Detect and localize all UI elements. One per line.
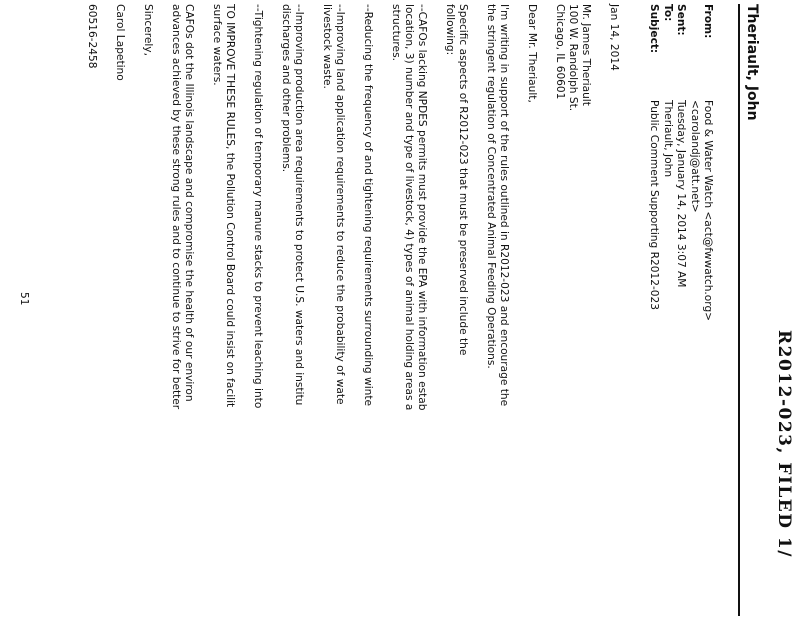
header-rule — [738, 4, 740, 616]
salutation: Dear Mr. Theriault, — [526, 4, 538, 103]
para2-line-2: following: — [444, 4, 456, 56]
sent-value: Tuesday, January 14, 2014 3:07 AM — [675, 100, 687, 288]
from-value-line1: Food & Water Watch <act@fwwatch.org> — [702, 100, 714, 322]
bullet2-line-1: --Reducing the frequency of and tightening requirements surrounding winte — [362, 4, 374, 407]
signer-name: Carol Lapetino — [114, 4, 126, 81]
letter-date: Jan 14, 2014 — [608, 4, 620, 71]
address-line-3: Chicago, IL 60601 — [554, 4, 566, 100]
bullet1-line-2: location, 3) number and type of livestock, 4) types of animal holding areas a — [403, 4, 415, 411]
para3-line-2: surface waters. — [211, 4, 223, 86]
signer-zip: 60516-2458 — [86, 4, 98, 69]
sent-label: Sent: — [675, 4, 687, 36]
bullet1-line-1: --CAFOs lacking NPDES permits must provide the EPA with information estab — [416, 4, 428, 411]
address-line-1: Mr. James Theriault — [580, 4, 592, 106]
from-value-line2: <carolandj@att.net> — [689, 100, 701, 213]
page-number: 51 — [18, 292, 30, 306]
bullet4-line-2: discharges and other problems. — [280, 4, 292, 173]
to-label: To: — [662, 4, 674, 22]
from-label: From: — [702, 4, 714, 39]
para3-line-1: TO IMPROVE THESE RULES, the Pollution Control Board could insist on facilit — [224, 4, 236, 408]
bullet3-line-1: --Improving land application requirements to reduce the probability of wate — [334, 4, 346, 405]
para1-line-2: the stringent regulation of Concentrated Animal Feeding Operations. — [485, 4, 497, 369]
filing-stamp: R2012-023, FILED 1/ — [774, 330, 794, 558]
address-line-2: 100 W. Randolph St. — [567, 4, 579, 112]
subject-label: Subject: — [648, 4, 660, 54]
bullet1-line-3: structures. — [390, 4, 402, 61]
closing: Sincerely, — [142, 4, 154, 56]
subject-value: Public Comment Supporting R2012-023 — [648, 100, 660, 310]
to-value: Theriault, John — [662, 100, 674, 178]
para2-line-1: Specific aspects of R2012-023 that must be preserved include the — [457, 4, 469, 356]
para4-line-2: advances achieved by these strong rules and to continue to strive for better — [170, 4, 182, 410]
bullet3-line-2: livestock waste. — [321, 4, 333, 89]
para1-line-1: I'm writing in support of the rules outlined in R2012-023 and encourage the — [498, 4, 510, 407]
para4-line-1: CAFOs dot the Illinois landscape and compromise the health of our environ — [183, 4, 195, 402]
bullet5-line-1: --Tightening regulation of temporary manure stacks to prevent leaching into — [252, 4, 264, 409]
bullet4-line-1: --Improving production area requirements to protect U.S. waters and institu — [293, 4, 305, 406]
sender-name: Theriault, John — [744, 4, 760, 121]
